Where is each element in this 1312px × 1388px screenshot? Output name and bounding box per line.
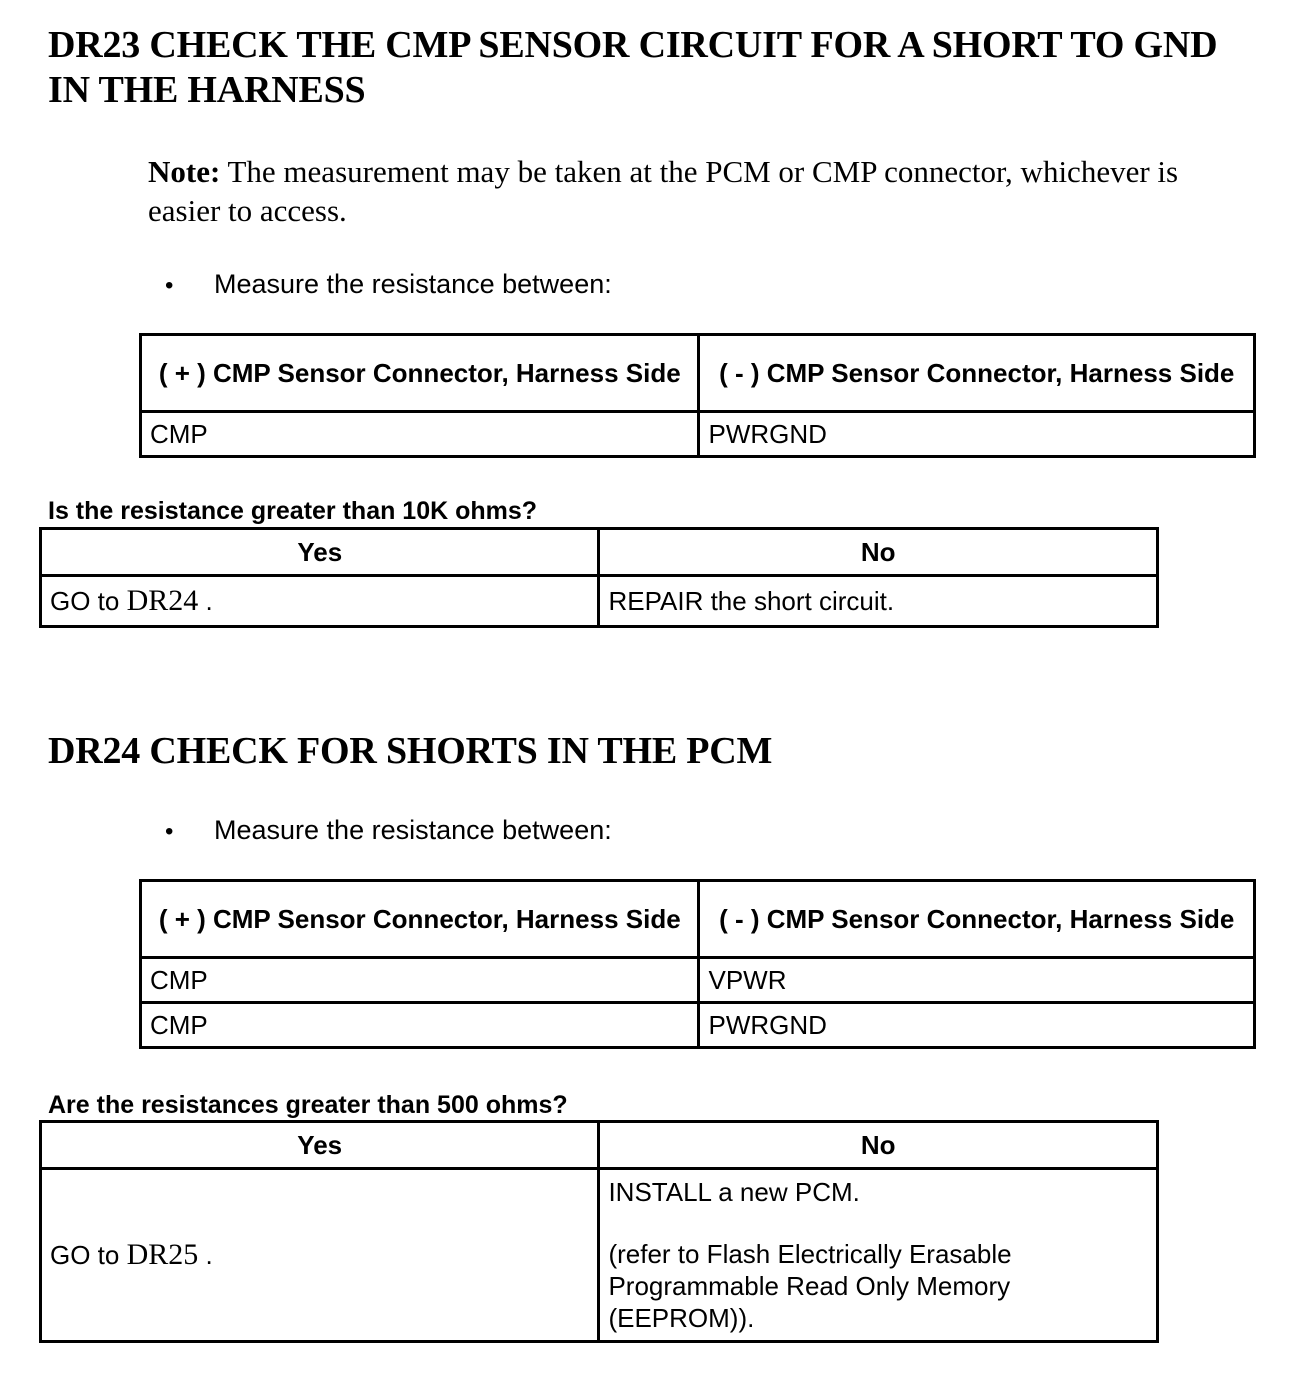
table-header-row: [41, 1122, 1158, 1169]
table-header-row: [141, 335, 1255, 412]
table-cell: CMP: [141, 412, 699, 457]
measurement-table-dr24: [139, 879, 1256, 1049]
paragraph-gap: [608, 1208, 1148, 1238]
bullet-text: Measure the resistance between:: [214, 269, 612, 299]
bullet-item: [165, 268, 612, 302]
bullet-dot-icon: •: [165, 818, 174, 845]
bullet-item: [165, 814, 612, 848]
column-header-positive: ( + ) CMP Sensor Connector, Harness Side: [141, 335, 699, 412]
measurement-table-dr23: [139, 333, 1256, 458]
go-to-text: GO to: [50, 1240, 127, 1270]
go-to-suffix: .: [198, 1240, 213, 1270]
table-cell: PWRGND: [699, 1003, 1255, 1048]
install-pcm-text: INSTALL a new PCM.: [608, 1177, 860, 1207]
table-cell: CMP: [141, 958, 699, 1003]
table-row: [141, 1003, 1255, 1048]
table-row: [141, 412, 1255, 457]
column-header-negative: ( - ) CMP Sensor Connector, Harness Side: [699, 335, 1255, 412]
eeprom-reference-text: (refer to Flash Electrically Erasable Programmable Read Only Memory (EEPROM)).: [608, 1239, 1012, 1333]
yes-action-cell: [41, 576, 599, 627]
note-label: Note:: [148, 154, 221, 189]
column-header-yes: Yes: [41, 529, 599, 576]
go-to-dr24-link[interactable]: DR24: [126, 584, 199, 617]
column-header-no: No: [599, 1122, 1158, 1169]
no-action-cell: [599, 1169, 1158, 1342]
section-title-dr24: DR24 CHECK FOR SHORTS IN THE PCM: [48, 730, 773, 772]
question-dr23: Is the resistance greater than 10K ohms?: [48, 497, 538, 525]
answer-table-dr23: [39, 527, 1159, 628]
note-text: The measurement may be taken at the PCM or CMP connector, whichever is easier to access.: [148, 154, 1179, 228]
yes-action-cell: [41, 1169, 599, 1342]
bullet-text: Measure the resistance between:: [214, 815, 612, 845]
table-cell: CMP: [141, 1003, 699, 1048]
column-header-yes: Yes: [41, 1122, 599, 1169]
table-cell: PWRGND: [699, 412, 1255, 457]
table-row: [41, 1169, 1158, 1342]
bullet-dot-icon: •: [165, 272, 174, 299]
table-header-row: [141, 881, 1255, 958]
go-to-suffix: .: [198, 586, 213, 616]
go-to-dr25-link[interactable]: DR25: [126, 1238, 199, 1271]
answer-table-dr24: [39, 1120, 1159, 1343]
column-header-positive: ( + ) CMP Sensor Connector, Harness Side: [141, 881, 699, 958]
table-row: [41, 576, 1158, 627]
note-paragraph: [148, 152, 1258, 230]
table-header-row: [41, 529, 1158, 576]
no-action-cell: REPAIR the short circuit.: [599, 576, 1158, 627]
column-header-no: No: [599, 529, 1158, 576]
go-to-text: GO to: [50, 586, 127, 616]
table-cell: VPWR: [699, 958, 1255, 1003]
section-title-dr23: DR23 CHECK THE CMP SENSOR CIRCUIT FOR A SHORT TO GND IN THE HARNESS: [48, 24, 1218, 111]
table-row: [141, 958, 1255, 1003]
question-dr24: Are the resistances greater than 500 ohms?: [48, 1091, 568, 1119]
column-header-negative: ( - ) CMP Sensor Connector, Harness Side: [699, 881, 1255, 958]
